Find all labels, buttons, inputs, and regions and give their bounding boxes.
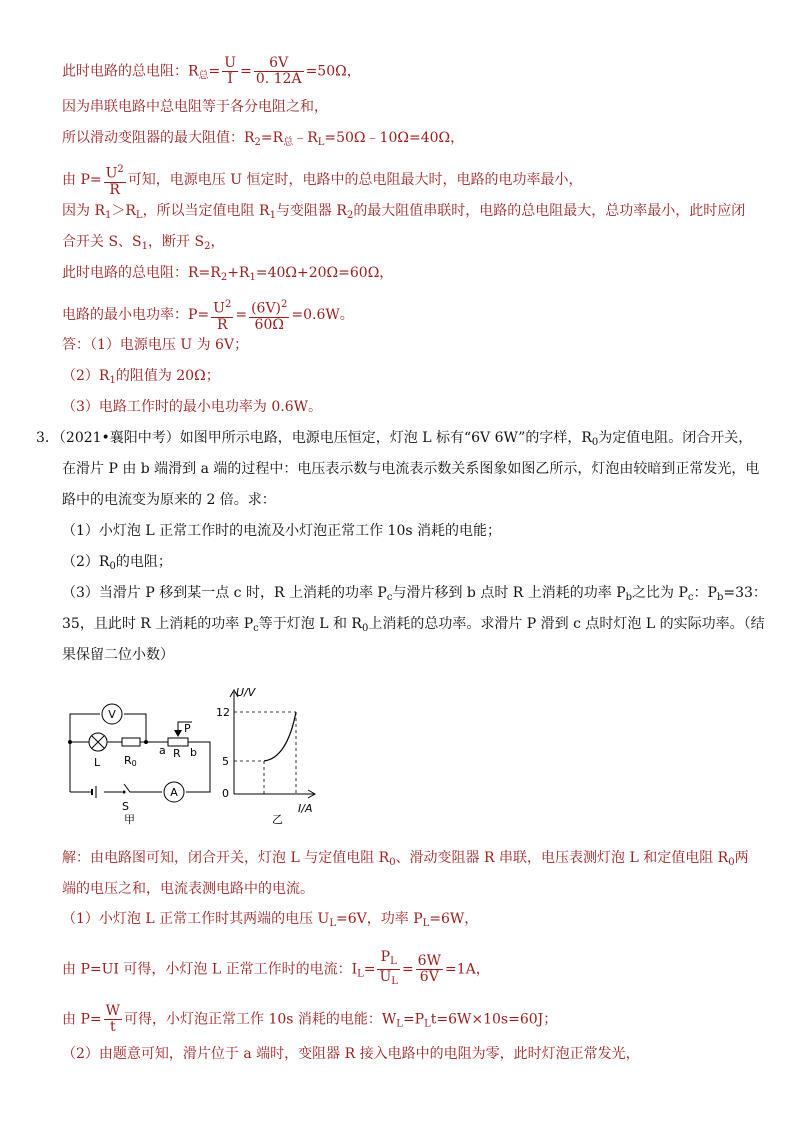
- problem-3-question-1: （1）小灯泡 L 正常工作时的电流及小灯泡正常工作 10s 消耗的电能；: [62, 523, 502, 539]
- voltmeter-label: V: [108, 708, 116, 721]
- switch-contact: [123, 791, 126, 794]
- solution-line-power-formula: 由 P= $\frac{U^2}{R}$ 可知，电源电压 U 恒定时，电路中的总电阻最大时，电路的电功率最小，: [62, 164, 583, 198]
- problem-3-line-1: 3．（2021•襄阳中考）如图甲所示电路，电源电压恒定，灯泡 L 标有“6V 6W”的字样，$R_0$为定值电阻。闭合开关，: [36, 430, 753, 448]
- graph-guides: [234, 712, 296, 794]
- solution-line-total-resistance: 此时电路的总电阻：$R_总=$ $\frac{U}{I}$ = $\frac{6V}{0. 12A}$ =50Ω，: [62, 55, 361, 87]
- problem-3-line-2: 在滑片 P 由 b 端滑到 a 端的过程中：电压表示数与电流表示数关系图象如图乙所示，灯泡由较暗到正常发光，电: [62, 461, 760, 477]
- answer-line-1: 答：（1）电源电压 U 为 6V；: [62, 337, 249, 353]
- y-axis-label: U/V: [236, 686, 256, 699]
- solution-line-comparison: 因为 $R_1>R_L$，所以当定值电阻 $R_1$与变阻器 $R_2$的最大阻值串联时，电路的总电阻最大，总功率最小，此时应闭: [62, 203, 746, 221]
- solution-line-switches: 合开关 S、$S_1$，断开 $S_2$，: [62, 234, 225, 252]
- end-b-label: b: [190, 746, 197, 759]
- junction-left: [68, 740, 72, 744]
- y-tick-0: 0: [222, 787, 229, 800]
- solution-line-series-rule: 因为串联电路中总电阻等于各分电阻之和，: [62, 99, 328, 115]
- problem-figure: [62, 680, 352, 830]
- solution-2-line-5: 由 P= $\frac{W}{t}$ 可得，小灯泡正常工作 10s 消耗的电能：$W_L=P_Lt=6W\times 10s=60J$；: [62, 1003, 558, 1035]
- y-tick-5: 5: [222, 755, 229, 768]
- rheostat-label: R: [173, 747, 181, 760]
- junction-right: [144, 740, 148, 744]
- circuit-and-graph: [62, 680, 352, 830]
- solution-line-max-rheostat: 所以滑动变阻器的最大阻值：$R_2=R_总﹣R_L=50\Omega﹣10\Omega=40\Omega$，: [62, 130, 465, 148]
- answer-line-2: $(2)R_1$的阻值为 20Ω；: [62, 368, 220, 386]
- end-a-label: a: [159, 744, 166, 757]
- graph-axes: [230, 690, 315, 798]
- solution-2-line-3: （1）小灯泡 L 正常工作时其两端的电压 $U_L=6V$，功率 $P_L=6W$，: [62, 911, 479, 929]
- answer-line-3: （3）电路工作时的最小电功率为 0.6W。: [62, 399, 323, 415]
- problem-3-line-3: 路中的电流变为原来的 2 倍。求：: [62, 492, 276, 508]
- x-axis-label: I/A: [298, 802, 313, 815]
- solution-2-line-2: 端的电压之和，电流表测电路中的电流。: [62, 881, 314, 897]
- problem-3-question-3-cont: 35，且此时 R 上消耗的功率 $P_c$等于灯泡 L 和 $R_0$上消耗的总功率。求滑片 P 滑到 c 点时灯泡 L 的实际功率。（结: [62, 616, 765, 634]
- u-i-curve: [264, 712, 296, 761]
- y-tick-12: 12: [216, 706, 230, 719]
- ammeter-label: A: [170, 786, 178, 799]
- solution-line-total-r: 此时电路的总电阻：$R=R_2+R_1=40\Omega+20\Omega=60\Omega$，: [62, 265, 394, 283]
- solution-2-line-4: 由 P=UI 可得，小灯泡 L 正常工作时的电流：$I_L=$ $\frac{P_L}{U_L}$ = $\frac{6W}{6V}$ =1A，: [62, 949, 490, 987]
- problem-3-question-3: （3）当滑片 P 移到某一点 c 时，R 上消耗的功率 $P_c$与滑片移到 b 点时 R 上消耗的功率 $P_b$之比为 $P_c$：$P_b=33$：: [62, 585, 767, 603]
- lamp-label: L: [94, 756, 101, 769]
- switch-label: S: [122, 800, 129, 813]
- problem-3-question-2: $(2)R_0$的电阻；: [62, 554, 172, 572]
- solution-2-line-6: （2）由题意可知，滑片位于 a 端时，变阻器 R 接入电路中的电阻为零，此时灯泡正常发光，: [62, 1046, 640, 1062]
- slider-label: P: [184, 722, 191, 735]
- graph-caption: 乙: [272, 813, 283, 826]
- solution-line-min-power: 电路的最小电功率：P= $\frac{U^2}{R}$ = $\frac{(6V)^2}{60\Omega}$ =0.6W。: [62, 299, 354, 333]
- r0-label: R0: [124, 754, 137, 768]
- circuit-caption: 甲: [124, 813, 135, 826]
- slider-arrow: [174, 730, 182, 737]
- problem-3-question-3-end: 果保留二位小数）: [62, 647, 174, 663]
- solution-2-line-1: 解：由电路图可知，闭合开关，灯泡 L 与定值电阻 $R_0$、滑动变阻器 R 串联，电压表测灯泡 L 和定值电阻 $R_0$两: [62, 850, 749, 868]
